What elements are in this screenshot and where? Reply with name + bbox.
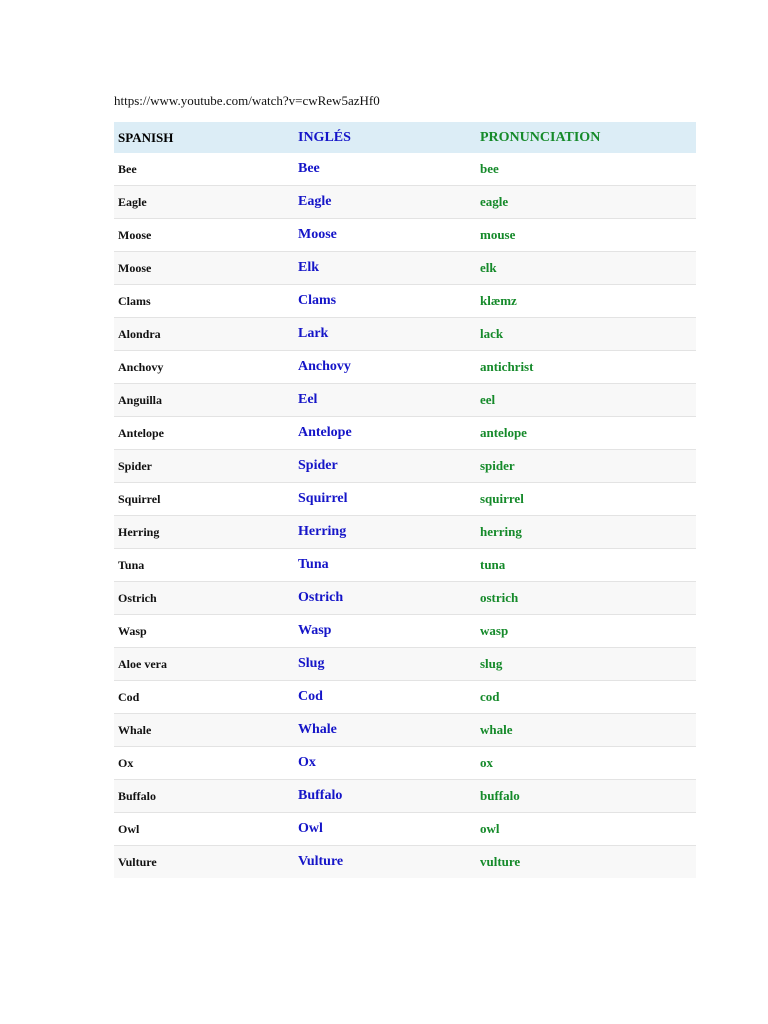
english-cell: Bee (298, 161, 320, 176)
spanish-cell: Vulture (118, 854, 157, 869)
spanish-cell: Anguilla (118, 392, 163, 407)
pronunciation-cell: tuna (480, 557, 506, 572)
pronunciation-cell: wasp (480, 623, 509, 638)
english-cell: Wasp (298, 623, 332, 638)
english-cell: Elk (298, 260, 320, 275)
english-cell: Anchovy (298, 359, 351, 374)
table-row (114, 549, 696, 582)
english-cell: Ostrich (298, 590, 344, 605)
table-row (114, 846, 696, 879)
table-row (114, 153, 696, 186)
english-cell: Squirrel (298, 491, 348, 506)
english-cell: Owl (298, 821, 323, 836)
pronunciation-cell: mouse (480, 227, 516, 242)
spanish-cell: Aloe vera (118, 656, 167, 671)
pronunciation-cell: squirrel (480, 491, 524, 506)
pronunciation-cell: buffalo (480, 788, 520, 803)
vocabulary-table (114, 122, 696, 878)
table-row (114, 186, 696, 219)
pronunciation-cell: antichrist (480, 359, 534, 374)
spanish-cell: Herring (118, 524, 160, 539)
english-cell: Antelope (298, 425, 352, 440)
table-row (114, 351, 696, 384)
table-row (114, 219, 696, 252)
table-row (114, 747, 696, 780)
spanish-cell: Clams (118, 293, 151, 308)
pronunciation-cell: cod (480, 689, 500, 704)
pronunciation-cell: eagle (480, 194, 509, 209)
pronunciation-cell: herring (480, 524, 522, 539)
english-cell: Eagle (298, 194, 332, 209)
table-row (114, 813, 696, 846)
table-row (114, 285, 696, 318)
spanish-cell: Squirrel (118, 491, 161, 506)
table-row (114, 582, 696, 615)
english-cell: Whale (298, 722, 337, 737)
table-row (114, 648, 696, 681)
spanish-cell: Moose (118, 260, 152, 275)
table-row (114, 615, 696, 648)
table-row (114, 384, 696, 417)
spanish-cell: Tuna (118, 557, 145, 572)
spanish-cell: Cod (118, 689, 140, 704)
english-cell: Lark (298, 326, 329, 341)
pronunciation-cell: lack (480, 326, 504, 341)
english-cell: Tuna (298, 557, 329, 572)
pronunciation-cell: spider (480, 458, 515, 473)
header-ingles: INGLÉS (298, 129, 351, 145)
table-row (114, 516, 696, 549)
table-row (114, 450, 696, 483)
english-cell: Spider (298, 458, 338, 473)
spanish-cell: Buffalo (118, 788, 157, 803)
spanish-cell: Whale (118, 722, 152, 737)
pronunciation-cell: vulture (480, 854, 521, 869)
table-row (114, 780, 696, 813)
english-cell: Herring (298, 524, 347, 539)
english-cell: Moose (298, 227, 337, 242)
spanish-cell: Moose (118, 227, 152, 242)
pronunciation-cell: elk (480, 260, 497, 275)
pronunciation-cell: klæmz (480, 293, 517, 308)
spanish-cell: Ostrich (118, 590, 157, 605)
spanish-cell: Owl (118, 821, 140, 836)
english-cell: Vulture (298, 854, 344, 869)
table-row (114, 714, 696, 747)
pronunciation-cell: owl (480, 821, 500, 836)
english-cell: Clams (298, 293, 337, 308)
header-spanish: SPANISH (118, 129, 174, 145)
pronunciation-cell: bee (480, 161, 499, 176)
spanish-cell: Alondra (118, 326, 161, 341)
pronunciation-cell: ostrich (480, 590, 519, 605)
english-cell: Ox (298, 755, 316, 770)
header-pronunciation: PRONUNCIATION (480, 129, 601, 145)
spanish-cell: Spider (118, 458, 153, 473)
pronunciation-cell: ox (480, 755, 493, 770)
english-cell: Slug (298, 656, 325, 671)
pronunciation-cell: antelope (480, 425, 527, 440)
table-row (114, 417, 696, 450)
source-url[interactable]: https://www.youtube.com/watch?v=cwRew5azHf0 (114, 93, 380, 108)
table-row (114, 483, 696, 516)
table-row (114, 252, 696, 285)
table-header-row (114, 122, 696, 153)
english-cell: Eel (298, 392, 318, 407)
english-cell: Cod (298, 689, 323, 704)
pronunciation-cell: eel (480, 392, 496, 407)
spanish-cell: Bee (118, 161, 137, 176)
spanish-cell: Wasp (118, 623, 147, 638)
english-cell: Buffalo (298, 788, 343, 803)
spanish-cell: Anchovy (118, 359, 164, 374)
spanish-cell: Antelope (118, 425, 164, 440)
pronunciation-cell: slug (480, 656, 503, 671)
table-row (114, 318, 696, 351)
spanish-cell: Eagle (118, 194, 147, 209)
spanish-cell: Ox (118, 755, 134, 770)
table-row (114, 681, 696, 714)
pronunciation-cell: whale (480, 722, 513, 737)
